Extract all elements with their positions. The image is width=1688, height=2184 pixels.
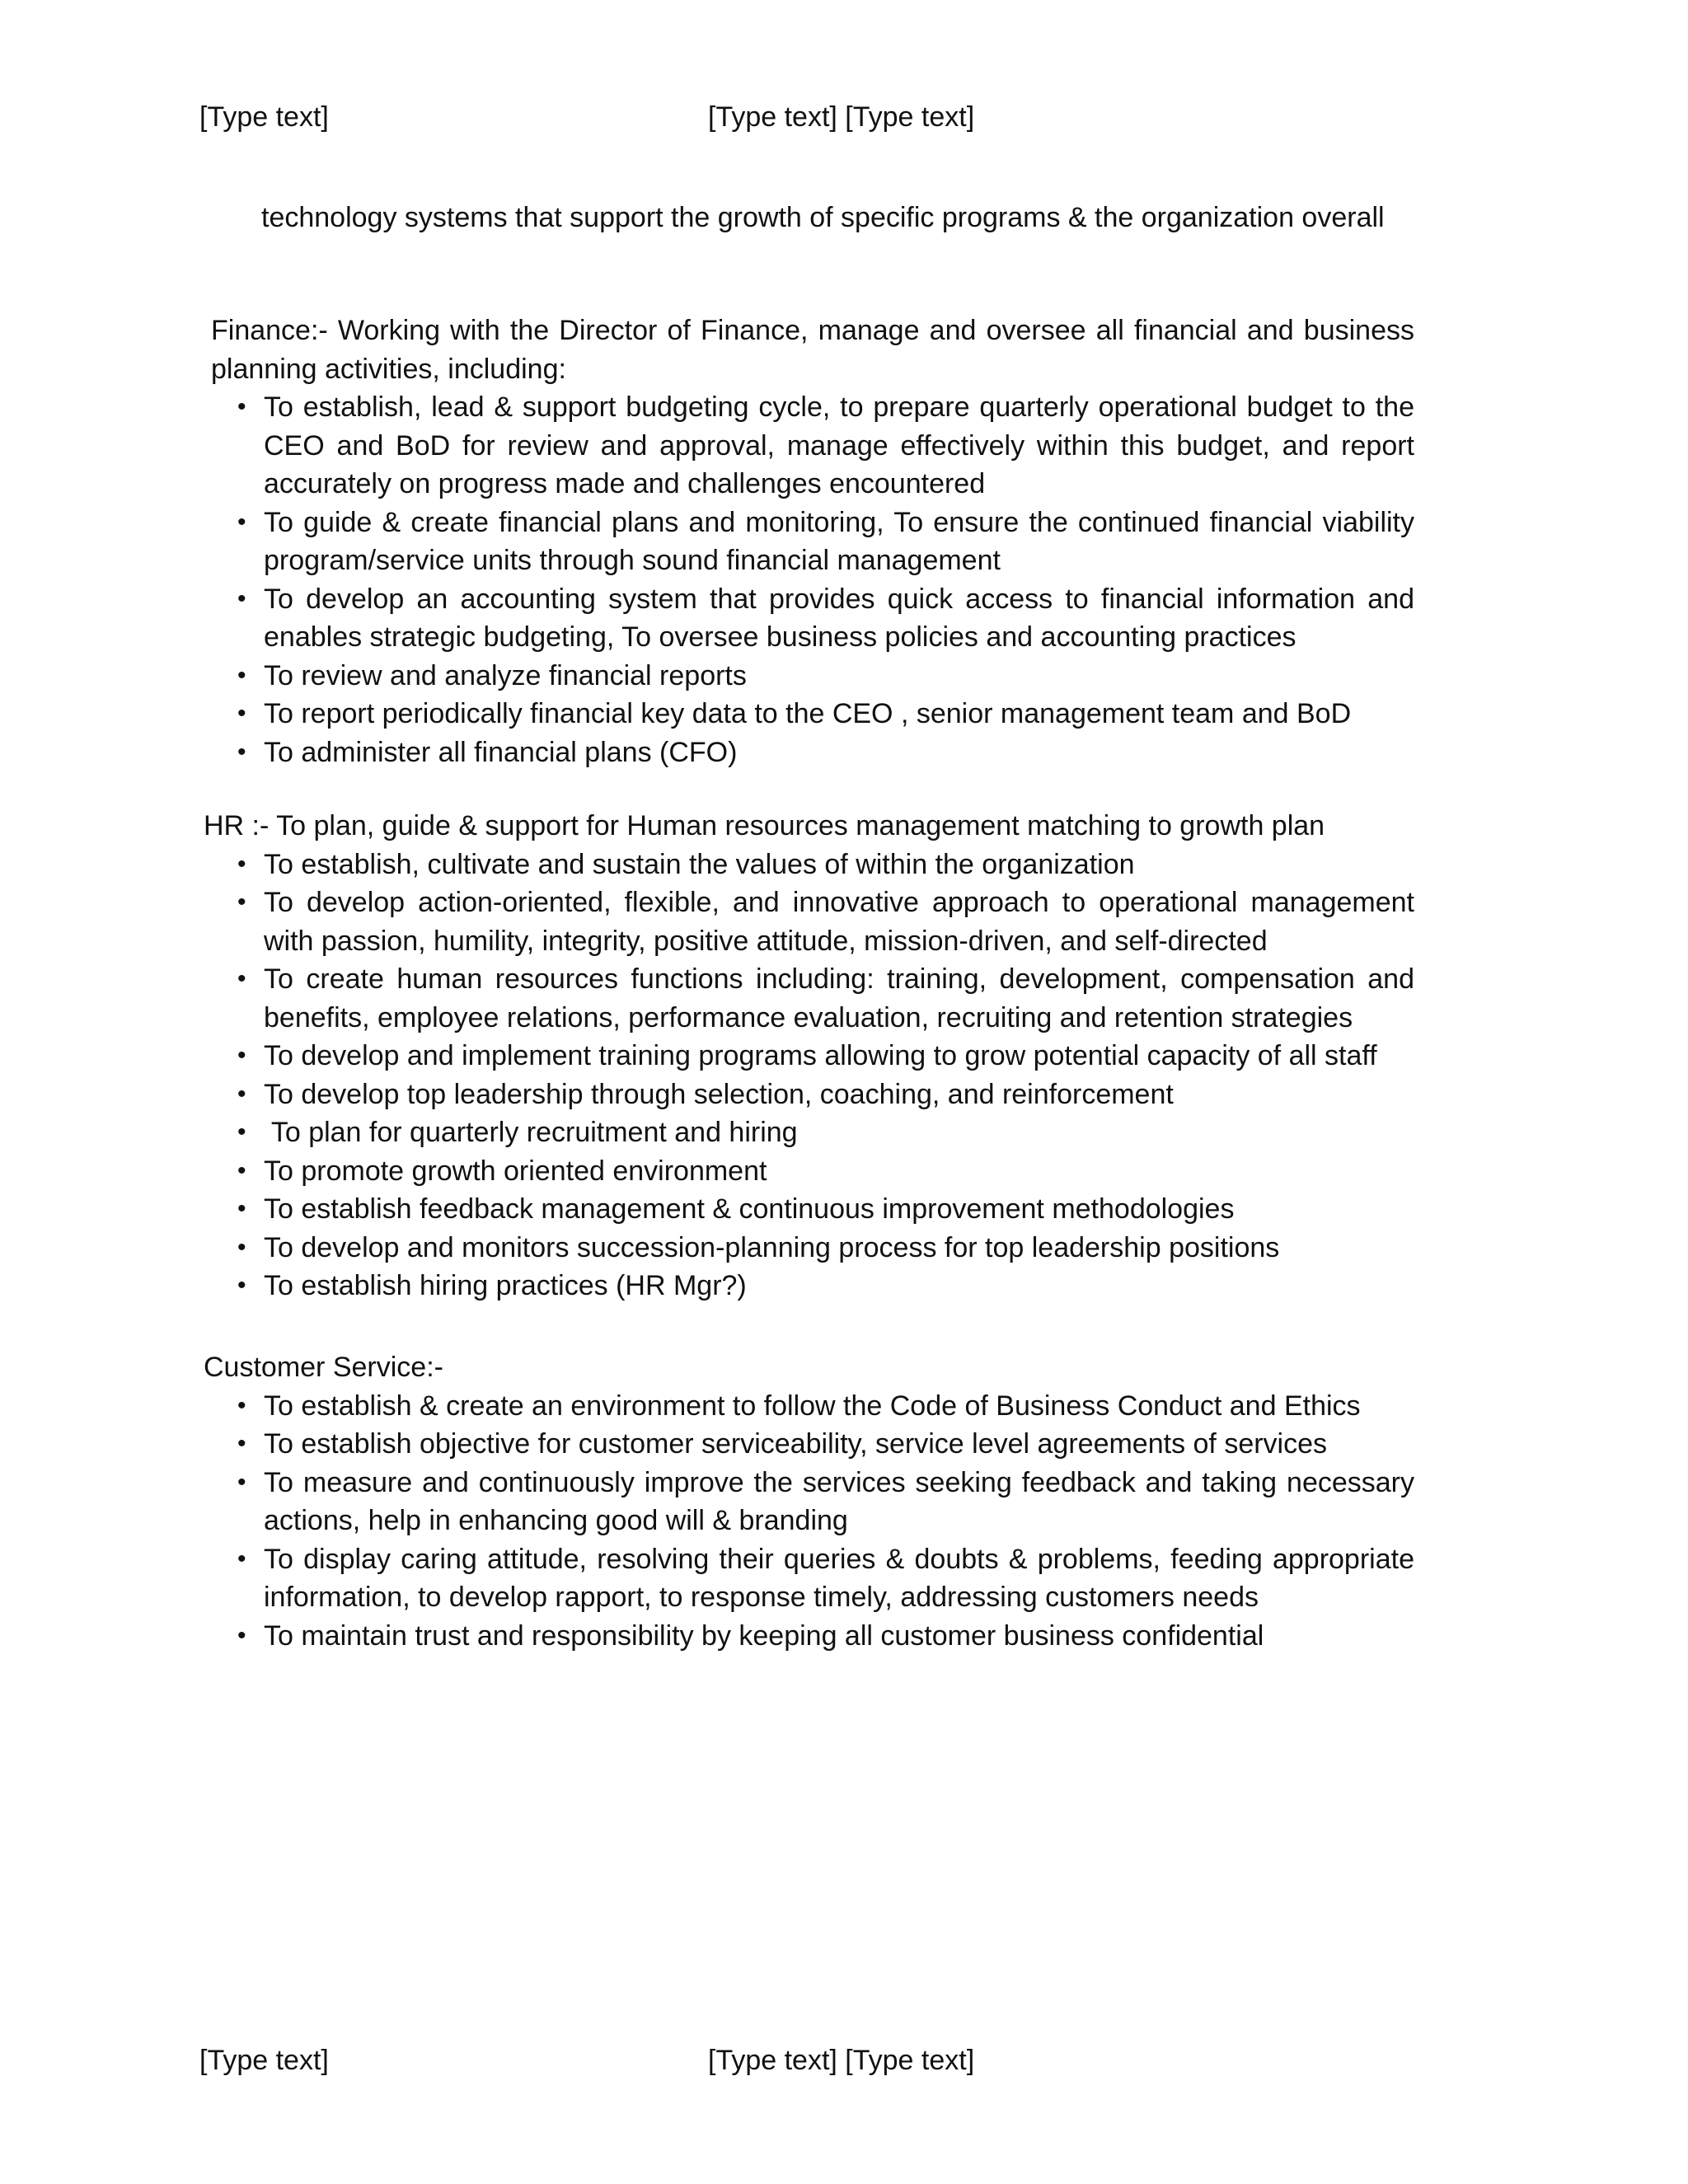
list-item: [206, 1076, 1414, 1114]
bullet-icon: •: [237, 584, 246, 612]
list-item-text: To establish & create an environment to follow the Code of Business Conduct and Ethics: [264, 1390, 1361, 1422]
bullet-icon: •: [237, 700, 246, 727]
bullet-icon: •: [237, 1544, 246, 1572]
customer-service-list: [206, 1387, 1414, 1656]
list-item: [206, 504, 1414, 580]
list-item: [206, 1267, 1414, 1305]
finance-section: [211, 312, 1414, 771]
list-item: [206, 1229, 1414, 1268]
list-item: [206, 846, 1414, 884]
list-item: [206, 1113, 1414, 1152]
footer-center-text: [Type text] [Type text]: [708, 2045, 975, 2076]
list-item-text: To plan for quarterly recruitment and hiring: [264, 1117, 798, 1148]
customer-service-heading: Customer Service:-: [204, 1352, 443, 1383]
list-item: [206, 1190, 1414, 1229]
list-item: [206, 1540, 1414, 1617]
list-item-text: To establish, cultivate and sustain the values of within the organization: [264, 848, 1135, 880]
list-item-text: To administer all financial plans (CFO): [264, 736, 738, 768]
bullet-icon: •: [237, 1272, 246, 1299]
bullet-icon: •: [237, 1468, 246, 1496]
bullet-icon: •: [237, 1621, 246, 1649]
bullet-icon: •: [237, 1391, 246, 1419]
bullet-icon: •: [237, 661, 246, 689]
list-item: [206, 1617, 1414, 1656]
bullet-icon: •: [237, 738, 246, 766]
footer-left-text: [Type text]: [199, 2045, 329, 2076]
bullet-icon: •: [237, 965, 246, 992]
bullet-icon: •: [237, 508, 246, 536]
list-item-text: To guide & create financial plans and monitoring, To ensure the continued financial viability program/service units through sound financial management: [264, 506, 1414, 576]
bullet-icon: •: [237, 393, 246, 420]
list-item: [206, 960, 1414, 1037]
customer-service-section: [204, 1348, 1414, 1655]
header-center-text: [Type text] [Type text]: [708, 101, 975, 133]
hr-list: [206, 846, 1414, 1305]
list-item-text: To establish feedback management & continuous improvement methodologies: [264, 1193, 1235, 1225]
hr-heading: HR :- To plan, guide & support for Human resources management matching to growth plan: [204, 810, 1325, 841]
bullet-icon: •: [237, 1042, 246, 1069]
bullet-icon: •: [237, 1080, 246, 1108]
list-item: [206, 1464, 1414, 1540]
list-item-text: To establish hiring practices (HR Mgr?): [264, 1270, 747, 1301]
bullet-icon: •: [237, 850, 246, 878]
hr-section: [204, 807, 1414, 1305]
list-item: [206, 1387, 1414, 1426]
list-item: [206, 733, 1414, 772]
list-item-text: To display caring attitude, resolving their queries & doubts & problems, feeding appropriate information, to develop rapport, to response timely, addressing customers needs: [264, 1543, 1414, 1613]
list-item: [206, 388, 1414, 504]
finance-list: [206, 388, 1414, 771]
list-item-text: To establish objective for customer serviceability, service level agreements of services: [264, 1428, 1328, 1460]
list-item: [206, 580, 1414, 657]
list-item: [206, 657, 1414, 696]
bullet-icon: •: [237, 1118, 246, 1146]
list-item-text: To develop and monitors succession-planning process for top leadership positions: [264, 1231, 1280, 1263]
list-item: [206, 1425, 1414, 1464]
list-item: [206, 883, 1414, 960]
list-item-text: To develop action-oriented, flexible, and innovative approach to operational management with passion, humility, integrity, positive attitude, mission-driven, and self-directed: [264, 887, 1414, 957]
list-item-text: To create human resources functions including: training, development, compensation and benefits, employee relations, performance evaluation, recruiting and retention strategies: [264, 963, 1414, 1033]
list-item-text: To develop and implement training programs allowing to grow potential capacity of all staff: [264, 1040, 1377, 1071]
list-item-text: To measure and continuously improve the services seeking feedback and taking necessary actions, help in enhancing good will & branding: [264, 1466, 1414, 1536]
list-item-text: To promote growth oriented environment: [264, 1155, 767, 1187]
bullet-icon: •: [237, 1430, 246, 1457]
list-item-text: To develop an accounting system that provides quick access to financial information and enables strategic budgeting, To oversee business policies and accounting practices: [264, 583, 1414, 653]
list-item: [206, 1037, 1414, 1076]
header-left-text: [Type text]: [199, 101, 329, 133]
list-item-text: To maintain trust and responsibility by keeping all customer business confidential: [264, 1619, 1264, 1652]
list-item-text: To report periodically financial key data to the CEO , senior management team and BoD: [264, 698, 1352, 729]
list-item: [206, 1152, 1414, 1191]
list-item-text: To develop top leadership through selection, coaching, and reinforcement: [264, 1078, 1174, 1110]
intro-line: technology systems that support the growth of specific programs & the organization overall: [261, 202, 1385, 233]
list-item: [206, 695, 1414, 733]
list-item-text: To review and analyze financial reports: [264, 659, 747, 691]
list-item-text: To establish, lead & support budgeting cycle, to prepare quarterly operational budget to the CEO and BoD for review and approval, manage effectively within this budget, and report accurately on progress made and challenges encountered: [264, 391, 1414, 499]
bullet-icon: •: [237, 1156, 246, 1184]
finance-heading: Finance:- Working with the Director of Finance, manage and oversee all financial and business planning activities, including:: [211, 315, 1414, 385]
bullet-icon: •: [237, 1195, 246, 1222]
bullet-icon: •: [237, 888, 246, 916]
bullet-icon: •: [237, 1233, 246, 1261]
